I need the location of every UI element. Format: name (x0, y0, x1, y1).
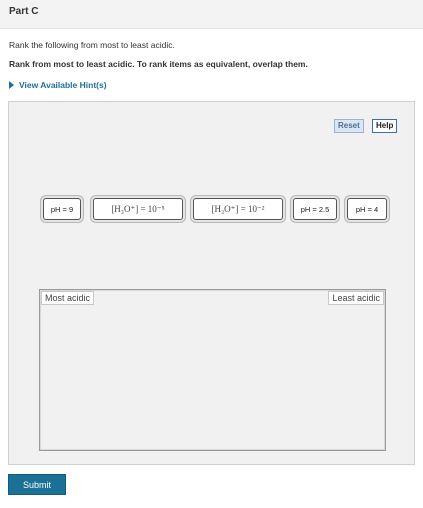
part-header (0, 0, 423, 29)
ranking-instructions: Rank from most to least acidic. To rank items as equivalent, overlap them. (9, 59, 308, 69)
question-prompt: Rank the following from most to least acidic. (9, 40, 175, 50)
view-hints-label: View Available Hint(s) (19, 80, 107, 90)
rank-item-h3o-10-2[interactable]: [H₃O⁺] = 10⁻² (193, 198, 283, 220)
rank-item-ph-4[interactable]: pH = 4 (347, 198, 387, 220)
reset-button[interactable]: Reset (334, 119, 364, 133)
least-acidic-label: Least acidic (328, 291, 384, 305)
triangle-right-icon (9, 81, 14, 89)
view-hints-link[interactable] (9, 80, 107, 90)
rank-item-ph-2-5[interactable]: pH = 2.5 (293, 198, 337, 220)
help-button[interactable]: Help (372, 119, 397, 133)
rank-item-h3o-10-5[interactable]: [H₃O⁺] = 10⁻⁵ (93, 198, 183, 220)
most-acidic-label: Most acidic (41, 291, 94, 305)
ranking-drop-zone[interactable] (39, 289, 386, 451)
submit-button[interactable]: Submit (8, 474, 66, 495)
rank-item-ph-9[interactable]: pH = 9 (43, 198, 81, 220)
ranking-panel (8, 101, 415, 465)
part-title: Part C (9, 6, 39, 17)
